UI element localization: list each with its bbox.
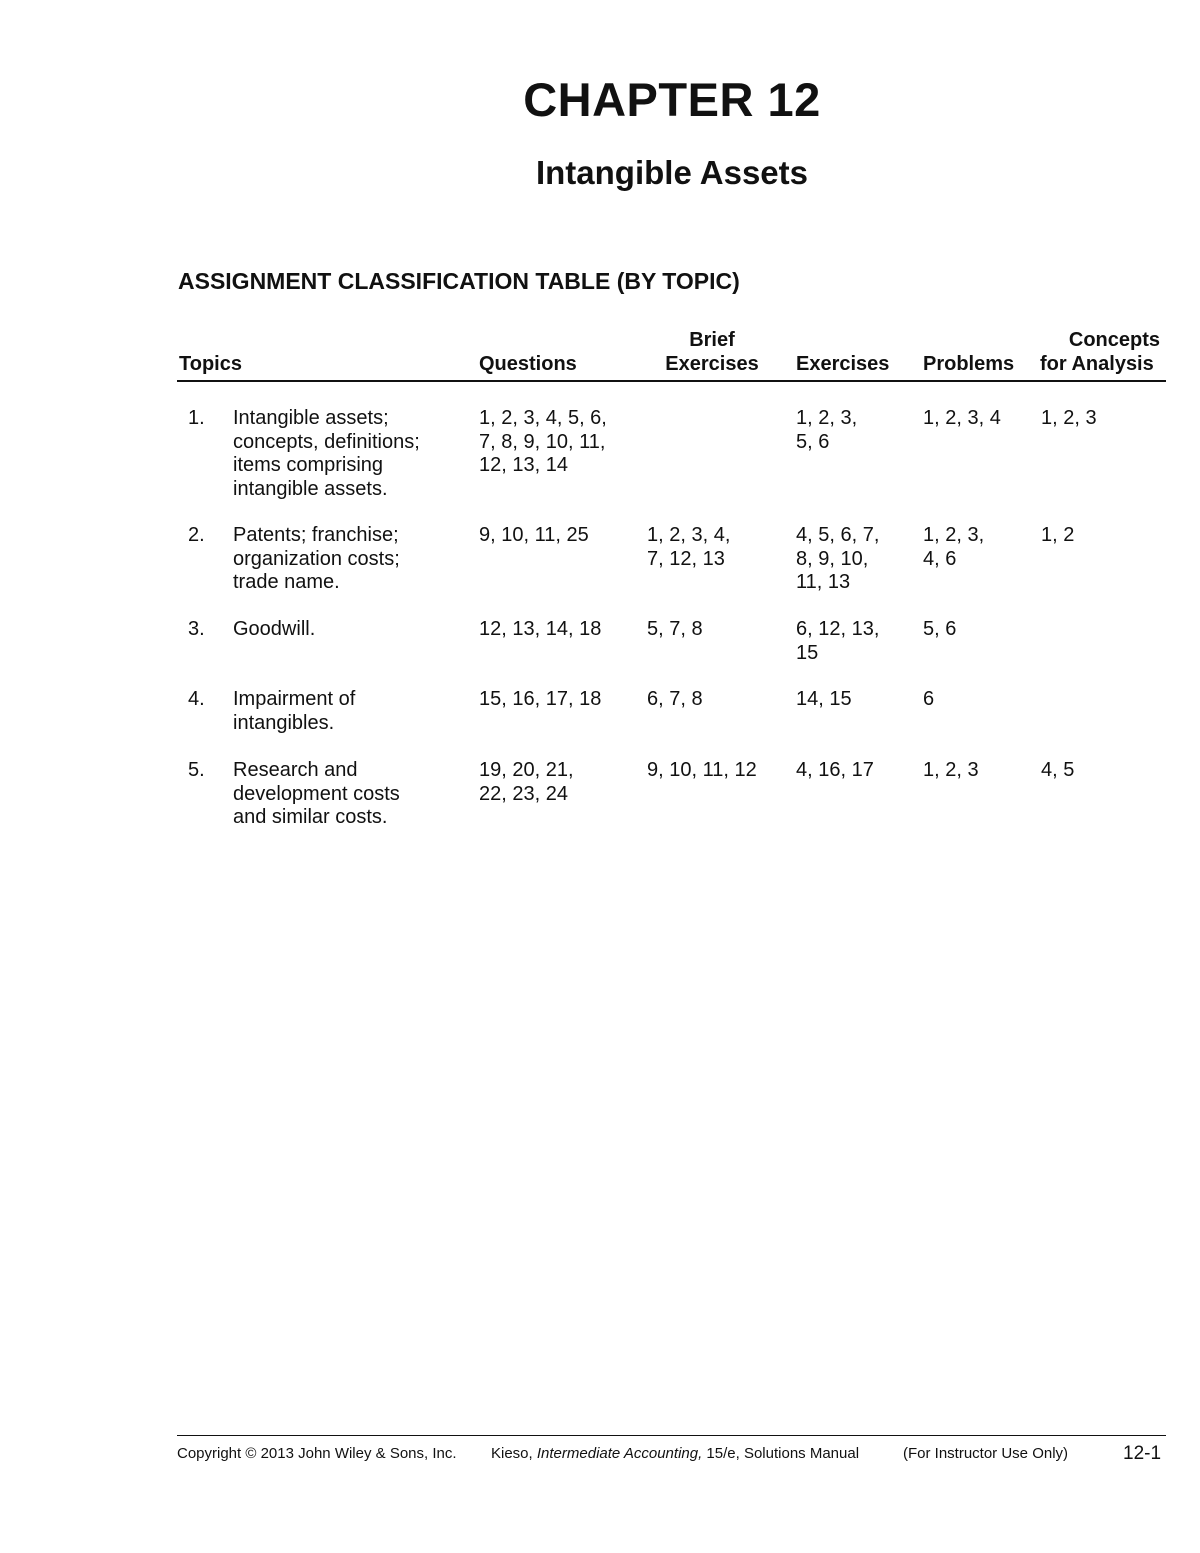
row-topic: Patents; franchise; organization costs; trade name. (233, 524, 400, 593)
page-number: 12-1 (1123, 1443, 1162, 1464)
header-concepts-line1: Concepts (1068, 329, 1160, 351)
row-exercises: 4, 5, 6, 7, 8, 9, 10, 11, 13 (796, 524, 880, 593)
row-brief-exercises: 5, 7, 8 (647, 618, 703, 640)
row-questions: 15, 16, 17, 18 (479, 688, 602, 710)
row-topic: Intangible assets; concepts, definitions; items comprising intangible assets. (233, 407, 420, 500)
footer-edition: 15/e, Solutions Manual (706, 1445, 860, 1462)
header-divider (177, 380, 1166, 382)
row-problems: 1, 2, 3, 4 (923, 407, 1001, 429)
row-number: 4. (188, 688, 205, 710)
row-problems: 1, 2, 3, 4, 6 (923, 524, 985, 570)
header-problems: Problems (923, 353, 1015, 375)
footer-book-title: Intermediate Accounting, (536, 1445, 703, 1462)
row-problems: 1, 2, 3 (923, 759, 979, 781)
footer-divider (177, 1435, 1166, 1436)
row-questions: 12, 13, 14, 18 (479, 618, 602, 640)
row-concepts: 1, 2 (1041, 524, 1075, 546)
row-topic: Research and development costs and similar costs. (233, 759, 400, 828)
header-topics: Topics (179, 353, 242, 375)
row-exercises: 4, 16, 17 (796, 759, 874, 781)
row-number: 5. (188, 759, 205, 781)
row-problems: 6 (923, 688, 935, 710)
row-exercises: 6, 12, 13, 15 (796, 618, 880, 664)
chapter-title: CHAPTER 12 (523, 73, 821, 126)
header-concepts-line2: for Analysis (1040, 353, 1154, 375)
row-problems: 5, 6 (923, 618, 957, 640)
row-exercises: 14, 15 (796, 688, 852, 710)
row-concepts: 1, 2, 3 (1041, 407, 1097, 429)
chapter-subtitle: Intangible Assets (535, 154, 808, 191)
header-brief-line2: Exercises (665, 353, 759, 375)
row-topic: Goodwill. (233, 618, 316, 640)
header-brief-line1: Brief (689, 329, 735, 351)
row-brief-exercises: 6, 7, 8 (647, 688, 703, 710)
row-brief-exercises: 1, 2, 3, 4, 7, 12, 13 (647, 524, 731, 570)
footer-citation (491, 1445, 859, 1462)
header-questions: Questions (479, 353, 577, 375)
row-number: 3. (188, 618, 205, 640)
section-title: ASSIGNMENT CLASSIFICATION TABLE (BY TOPIC) (178, 268, 740, 294)
header-exercises: Exercises (796, 353, 890, 375)
row-concepts: 4, 5 (1041, 759, 1075, 781)
row-number: 2. (188, 524, 205, 546)
row-number: 1. (188, 407, 205, 429)
footer-copyright: Copyright © 2013 John Wiley & Sons, Inc. (177, 1445, 457, 1462)
row-exercises: 1, 2, 3, 5, 6 (796, 407, 858, 453)
row-questions: 19, 20, 21, 22, 23, 24 (479, 759, 574, 805)
row-questions: 9, 10, 11, 25 (479, 524, 589, 546)
footer-usage-note: (For Instructor Use Only) (903, 1445, 1069, 1462)
row-brief-exercises: 9, 10, 11, 12 (647, 759, 757, 781)
footer-author: Kieso, (491, 1445, 533, 1462)
row-questions: 1, 2, 3, 4, 5, 6, 7, 8, 9, 10, 11, 12, 13, 14 (479, 407, 607, 476)
row-topic: Impairment of intangibles. (233, 688, 356, 734)
